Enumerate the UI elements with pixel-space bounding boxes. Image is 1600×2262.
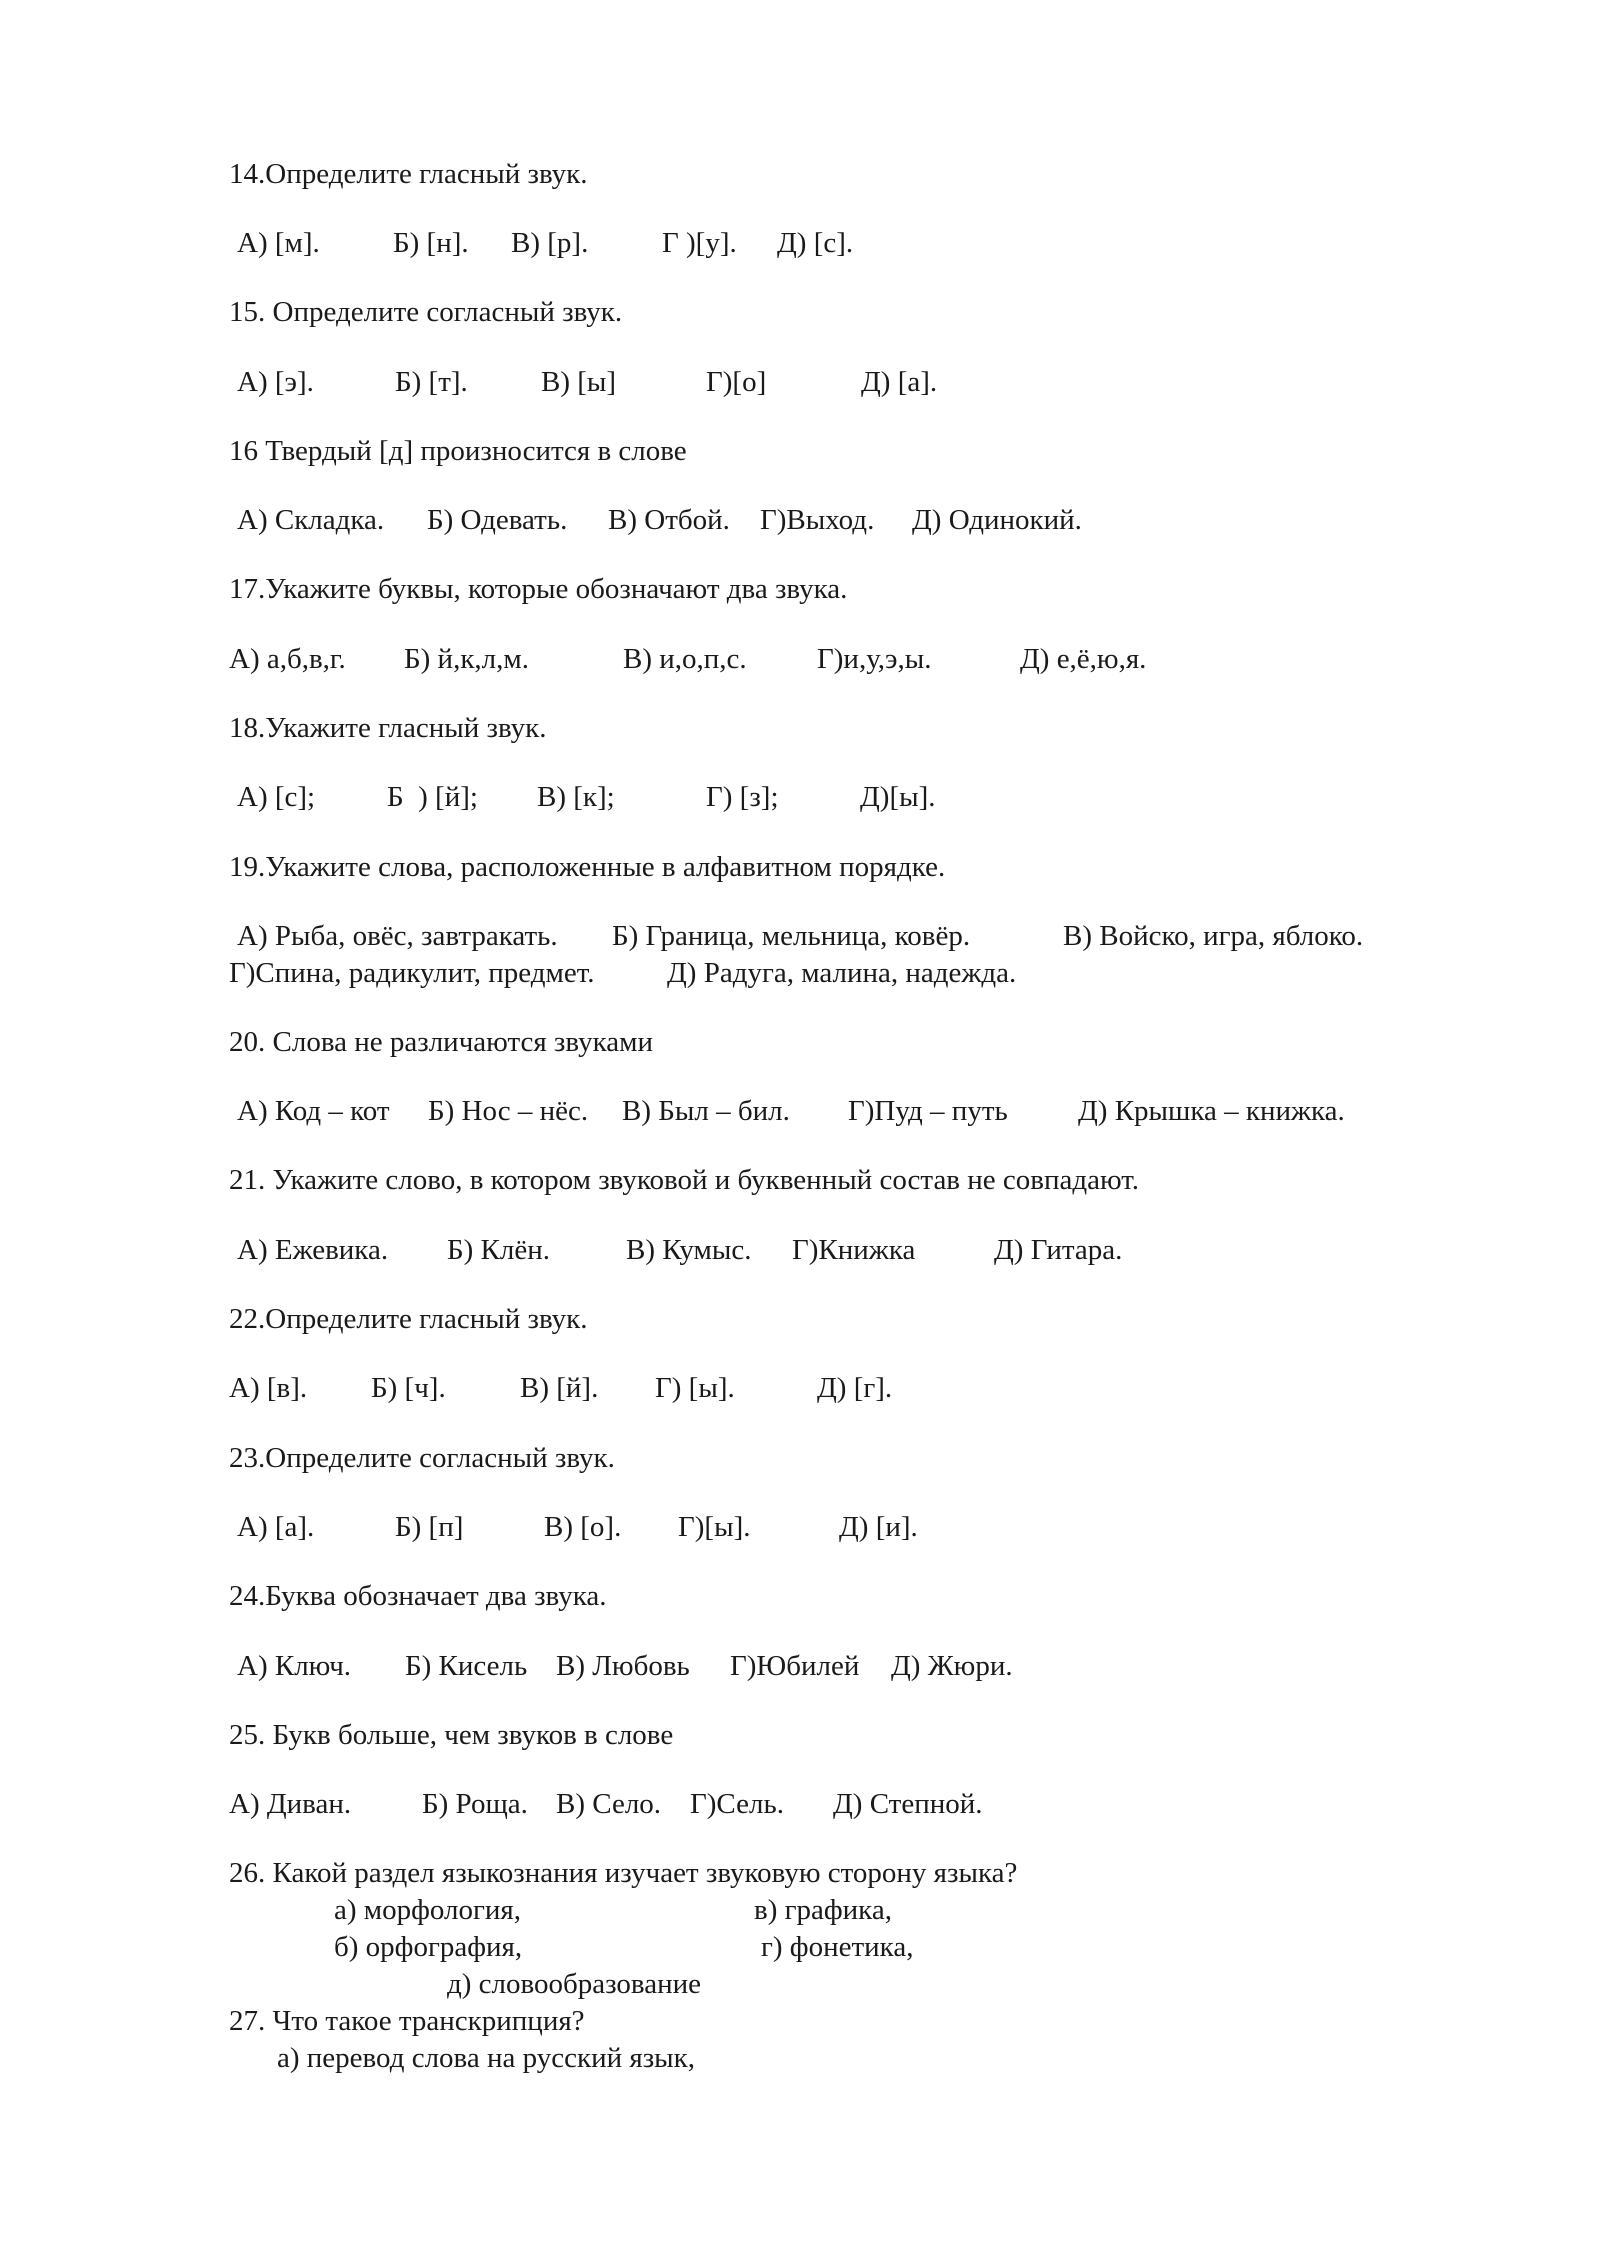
question-14-option-a: А) [м]. bbox=[237, 227, 320, 259]
question-15-option-g: Г)[о] bbox=[706, 366, 767, 398]
question-22-option-v: В) [й]. bbox=[520, 1372, 599, 1404]
question-23-option-g: Г)[ы]. bbox=[678, 1511, 751, 1543]
question-21-title: 21. Укажите слово, в котором звуковой и буквенный состав не совпадают. bbox=[229, 1164, 1140, 1196]
question-17-title: 17.Укажите буквы, которые обозначают два звука. bbox=[229, 573, 848, 605]
question-22-option-d: Д) [г]. bbox=[817, 1372, 893, 1404]
question-22-option-g: Г) [ы]. bbox=[655, 1372, 735, 1404]
question-25-option-d: Д) Степной. bbox=[833, 1788, 983, 1820]
question-16-title: 16 Твердый [д] произносится в слове bbox=[229, 435, 687, 467]
question-15-option-v: В) [ы] bbox=[541, 366, 617, 398]
question-16-option-a: А) Складка. bbox=[237, 504, 385, 536]
question-14-option-v: В) [р]. bbox=[511, 227, 589, 259]
question-24-option-b: Б) Кисель bbox=[405, 1650, 528, 1682]
question-16-option-b: Б) Одевать. bbox=[427, 504, 568, 536]
question-19-title: 19.Укажите слова, расположенные в алфавитном порядке. bbox=[229, 851, 946, 883]
question-19-option-d: Д) Радуга, малина, надежда. bbox=[667, 957, 1017, 989]
question-18-option-b: Б ) [й]; bbox=[387, 781, 478, 813]
question-17-option-b: Б) й,к,л,м. bbox=[404, 643, 529, 675]
question-18-title: 18.Укажите гласный звук. bbox=[229, 712, 547, 744]
question-21-option-a: А) Ежевика. bbox=[237, 1234, 389, 1266]
question-18-option-v: В) [к]; bbox=[537, 781, 615, 813]
question-17-option-g: Г)и,у,э,ы. bbox=[817, 643, 932, 675]
question-25-option-b: Б) Роща. bbox=[422, 1788, 528, 1820]
question-26-option-d: д) словообразование bbox=[447, 1968, 702, 2000]
question-21-option-b: Б) Клён. bbox=[447, 1234, 551, 1266]
question-14-title: 14.Определите гласный звук. bbox=[229, 158, 588, 190]
question-27-title: 27. Что такое транскрипция? bbox=[229, 2005, 585, 2037]
question-24-title: 24.Буква обозначает два звука. bbox=[229, 1580, 607, 1612]
question-15-option-a: А) [э]. bbox=[237, 366, 314, 398]
question-15-title: 15. Определите согласный звук. bbox=[229, 296, 623, 328]
question-25-title: 25. Букв больше, чем звуков в слове bbox=[229, 1719, 674, 1751]
question-19-option-b: Б) Граница, мельница, ковёр. bbox=[612, 920, 971, 952]
question-21-option-g: Г)Книжка bbox=[792, 1234, 916, 1266]
question-23-option-b: Б) [п] bbox=[395, 1511, 464, 1543]
question-26-option-a: а) морфология, bbox=[334, 1894, 522, 1926]
question-15-option-d: Д) [а]. bbox=[861, 366, 938, 398]
question-20-option-d: Д) Крышка – книжка. bbox=[1078, 1095, 1345, 1127]
question-22-option-a: А) [в]. bbox=[229, 1372, 308, 1404]
question-26-option-v: в) графика, bbox=[754, 1894, 892, 1926]
question-18-option-g: Г) [з]; bbox=[706, 781, 779, 813]
question-18-option-d: Д)[ы]. bbox=[860, 781, 936, 813]
question-25-option-g: Г)Сель. bbox=[690, 1788, 784, 1820]
question-26-option-g: г) фонетика, bbox=[761, 1931, 914, 1963]
question-16-option-v: В) Отбой. bbox=[608, 504, 730, 536]
question-14-option-d: Д) [с]. bbox=[777, 227, 854, 259]
question-21-option-d: Д) Гитара. bbox=[994, 1234, 1123, 1266]
question-14-option-g: Г )[у]. bbox=[662, 227, 737, 259]
question-18-option-a: А) [с]; bbox=[237, 781, 316, 813]
question-23-option-d: Д) [и]. bbox=[839, 1511, 918, 1543]
question-21-option-v: В) Кумыс. bbox=[626, 1234, 752, 1266]
question-25-option-v: В) Село. bbox=[556, 1788, 662, 1820]
question-24-option-v: В) Любовь bbox=[556, 1650, 690, 1682]
question-20-option-b: Б) Нос – нёс. bbox=[428, 1095, 589, 1127]
question-26-option-b: б) орфография, bbox=[334, 1931, 523, 1963]
question-20-option-a: А) Код – кот bbox=[237, 1095, 390, 1127]
question-23-option-a: А) [а]. bbox=[237, 1511, 315, 1543]
question-23-title: 23.Определите согласный звук. bbox=[229, 1442, 615, 1474]
question-25-option-a: А) Диван. bbox=[229, 1788, 352, 1820]
question-24-option-d: Д) Жюри. bbox=[891, 1650, 1013, 1682]
question-19-option-g: Г)Спина, радикулит, предмет. bbox=[229, 957, 595, 989]
question-16-option-g: Г)Выход. bbox=[760, 504, 875, 536]
question-15-option-b: Б) [т]. bbox=[395, 366, 468, 398]
question-24-option-a: А) Ключ. bbox=[237, 1650, 352, 1682]
question-19-option-v: В) Войско, игра, яблоко. bbox=[1063, 920, 1364, 952]
question-19-option-a: А) Рыба, овёс, завтракать. bbox=[237, 920, 558, 952]
question-17-option-a: А) а,б,в,г. bbox=[229, 643, 346, 675]
question-20-option-g: Г)Пуд – путь bbox=[848, 1095, 1008, 1127]
question-23-option-v: В) [о]. bbox=[544, 1511, 622, 1543]
question-22-title: 22.Определите гласный звук. bbox=[229, 1303, 588, 1335]
question-20-title: 20. Слова не различаются звуками bbox=[229, 1026, 653, 1058]
question-17-option-v: В) и,о,п,с. bbox=[623, 643, 747, 675]
question-14-option-b: Б) [н]. bbox=[393, 227, 469, 259]
question-27-option-a: а) перевод слова на русский язык, bbox=[277, 2042, 695, 2074]
question-22-option-b: Б) [ч]. bbox=[371, 1372, 446, 1404]
question-16-option-d: Д) Одинокий. bbox=[912, 504, 1082, 536]
question-17-option-d: Д) е,ё,ю,я. bbox=[1020, 643, 1147, 675]
question-26-title: 26. Какой раздел языкознания изучает звуковую сторону языка? bbox=[229, 1857, 1018, 1889]
question-20-option-v: В) Был – бил. bbox=[622, 1095, 790, 1127]
question-24-option-g: Г)Юбилей bbox=[730, 1650, 860, 1682]
